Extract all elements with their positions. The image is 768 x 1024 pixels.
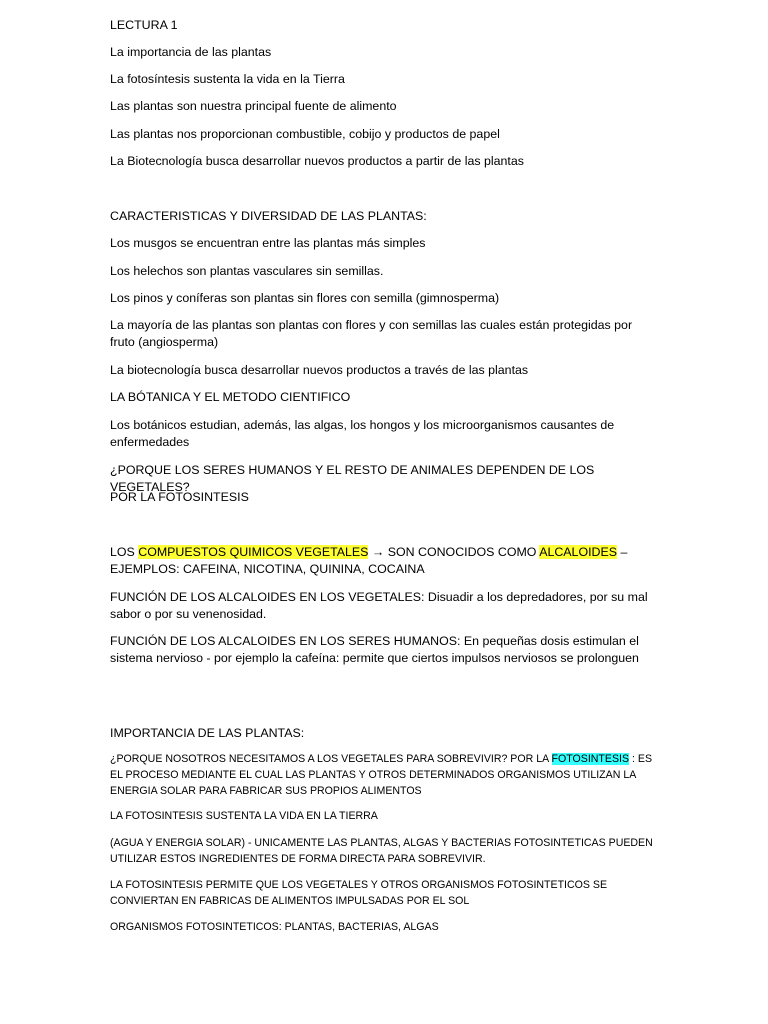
intro-line-4: Las plantas nos proporcionan combustible, cobijo y productos de papel (110, 127, 500, 141)
importancia-line-2: (AGUA Y ENERGIA SOLAR) - UNICAMENTE LAS PLANTAS, ALGAS Y BACTERIAS FOTOSINTETICAS PUEDEN UTILIZAR ESTOS INGREDIENTES DE FORMA DIRECTA PARA SOBREVIVIR. (110, 837, 653, 865)
alcaloides-line (110, 544, 655, 578)
botanica-heading: LA BÓTANICA Y EL METODO CIENTIFICO (110, 390, 351, 404)
alcaloides-pre: LOS (110, 545, 139, 559)
funcion-vegetales: FUNCIÓN DE LOS ALCALOIDES EN LOS VEGETALES: Disuadir a los depredadores, por su mal sabor o por su venenosidad. (110, 590, 648, 621)
botanica-answer: POR LA FOTOSINTESIS (110, 490, 249, 504)
importancia-line-4: ORGANISMOS FOTOSINTETICOS: PLANTAS, BACTERIAS, ALGAS (110, 921, 439, 933)
funcion-humanos: FUNCIÓN DE LOS ALCALOIDES EN LOS SERES HUMANOS: En pequeñas dosis estimulan el sistema nervioso - por ejemplo la cafeína: permite que ciertos impulsos nerviosos se prolonguen (110, 634, 639, 665)
highlight-alcaloides: ALCALOIDES (539, 545, 618, 559)
highlight-fotosintesis: FOTOSINTESIS (551, 753, 630, 765)
intro-line-1: La importancia de las plantas (110, 45, 272, 59)
intro-line-2: La fotosíntesis sustenta la vida en la Tierra (110, 72, 345, 86)
botanica-line-1: Los botánicos estudian, además, las algas, los hongos y los microorganismos causantes de enfermedades (110, 418, 615, 449)
caracteristicas-line-4: La mayoría de las plantas son plantas con flores y con semillas las cuales están protegidas por fruto (angiosperma) (110, 318, 633, 349)
importancia-heading: IMPORTANCIA DE LAS PLANTAS: (110, 726, 305, 740)
importancia-question (110, 751, 658, 799)
intro-line-3: Las plantas son nuestra principal fuente de alimento (110, 99, 397, 113)
caracteristicas-heading: CARACTERISTICAS Y DIVERSIDAD DE LAS PLANTAS: (110, 209, 427, 223)
intro-line-5: La Biotecnología busca desarrollar nuevos productos a partir de las plantas (110, 154, 524, 168)
lectura-title: LECTURA 1 (110, 18, 178, 32)
importancia-q-pre: ¿PORQUE NOSOTROS NECESITAMOS A LOS VEGETALES PARA SOBREVIVIR? POR LA (110, 753, 552, 765)
alcaloides-mid: → SON CONOCIDOS COMO (368, 545, 540, 559)
highlight-compuestos: COMPUESTOS QUIMICOS VEGETALES (138, 545, 369, 559)
caracteristicas-line-1: Los musgos se encuentran entre las plantas más simples (110, 236, 426, 250)
caracteristicas-line-5: La biotecnología busca desarrollar nuevos productos a través de las plantas (110, 363, 529, 377)
importancia-line-1: LA FOTOSINTESIS SUSTENTA LA VIDA EN LA TIERRA (110, 810, 378, 822)
importancia-q-post: : ES EL PROCESO MEDIANTE EL CUAL LAS PLANTAS Y OTROS DETERMINADOS ORGANISMOS UTILIZAN LA ENERGIA SOLAR PARA FABRICAR SUS PROPIOS ALIMENTOS (110, 753, 653, 797)
caracteristicas-line-3: Los pinos y coníferas son plantas sin flores con semilla (gimnosperma) (110, 291, 500, 305)
botanica-question: ¿PORQUE LOS SERES HUMANOS Y EL RESTO DE ANIMALES DEPENDEN DE LOS VEGETALES? (110, 463, 595, 494)
alcaloides-post: – EJEMPLOS: CAFEINA, NICOTINA, QUININA, COCAINA (110, 545, 628, 576)
importancia-line-3: LA FOTOSINTESIS PERMITE QUE LOS VEGETALES Y OTROS ORGANISMOS FOTOSINTETICOS SE CONVIERTAN EN FABRICAS DE ALIMENTOS IMPULSADAS POR EL SOL (110, 879, 608, 907)
caracteristicas-line-2: Los helechos son plantas vasculares sin semillas. (110, 264, 384, 278)
